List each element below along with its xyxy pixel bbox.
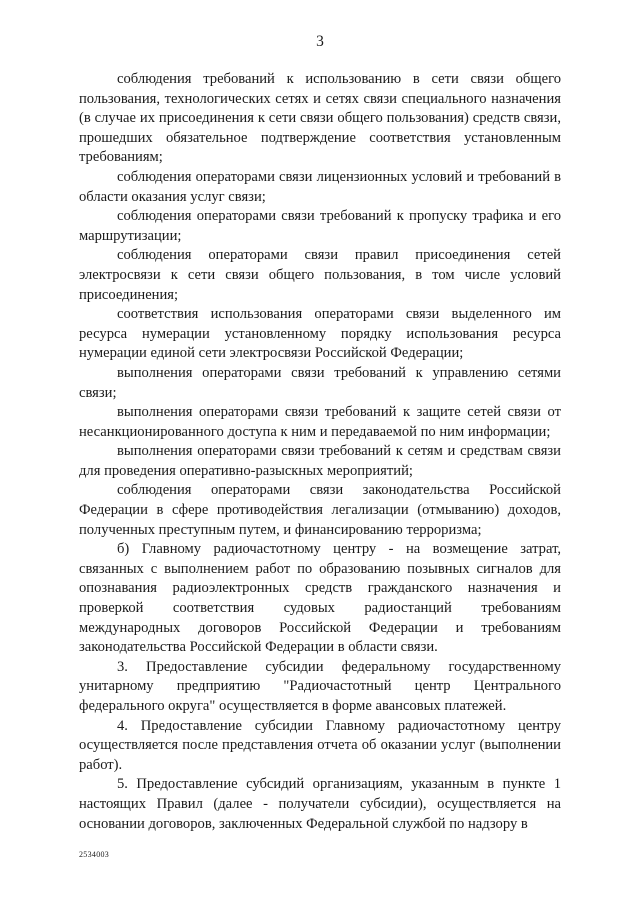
page-number: 3 (316, 33, 324, 50)
paragraph: соблюдения операторами связи правил присоединения сетей электросвязи к сети связи общего пользования, в том числе условий присоединения; (79, 247, 561, 303)
paragraph: 4. Предоставление субсидии Главному радиочастотному центру осуществляется после представления отчета об оказании услуг (выполнении работ). (79, 717, 561, 773)
document-code: 2534003 (79, 850, 110, 859)
paragraph: соблюдения операторами связи законодательства Российской Федерации в сфере противодействия легализации (отмыванию) доходов, полученных преступным путем, и финансированию терроризма; (79, 482, 561, 538)
paragraph: соблюдения требований к использованию в сети связи общего пользования, технологических сетях и сетях связи специального назначения (в случае их присоединения к сети связи общего пользования) средств связи, прошедших обязательное подтверждение соответствия установленным требованиям; (79, 71, 561, 166)
paragraph: выполнения операторами связи требований к управлению сетями связи; (79, 364, 561, 401)
paragraph: соблюдения операторами связи требований к пропуску трафика и его маршрутизации; (79, 208, 561, 244)
paragraph: соблюдения операторами связи лицензионных условий и требований в области оказания услуг связи; (79, 168, 561, 205)
paragraph: выполнения операторами связи требований к сетям и средствам связи для проведения оперативно-разыскных мероприятий; (79, 443, 561, 479)
paragraph: 5. Предоставление субсидий организациям, указанным в пункте 1 настоящих Правил (далее - получатели субсидии), осуществляется на основании договоров, заключенных Федеральной службой по надзору в (79, 776, 561, 832)
paragraph: б) Главному радиочастотному центру - на возмещение затрат, связанных с выполнением работ по образованию позывных сигналов для опознавания радиоэлектронных средств гражданского назначения и проверкой соответствия судовых радиостанций требованиям международных договоров Российской Федерации и требованиям законодательства Российской Федерации в области связи. (79, 541, 561, 656)
paragraph: выполнения операторами связи требований к защите сетей связи от несанкционированного доступа к ним и передаваемой по ним информации; (79, 404, 561, 440)
paragraph: соответствия использования операторами связи выделенного им ресурса нумерации установленному порядку использования ресурса нумерации единой сети электросвязи Российской Федерации; (79, 306, 561, 362)
document-body (79, 70, 561, 834)
paragraph: 3. Предоставление субсидии федеральному государственному унитарному предприятию "Радиочастотный центр Центрального федерального округа" осуществляется в форме авансовых платежей. (79, 658, 561, 714)
